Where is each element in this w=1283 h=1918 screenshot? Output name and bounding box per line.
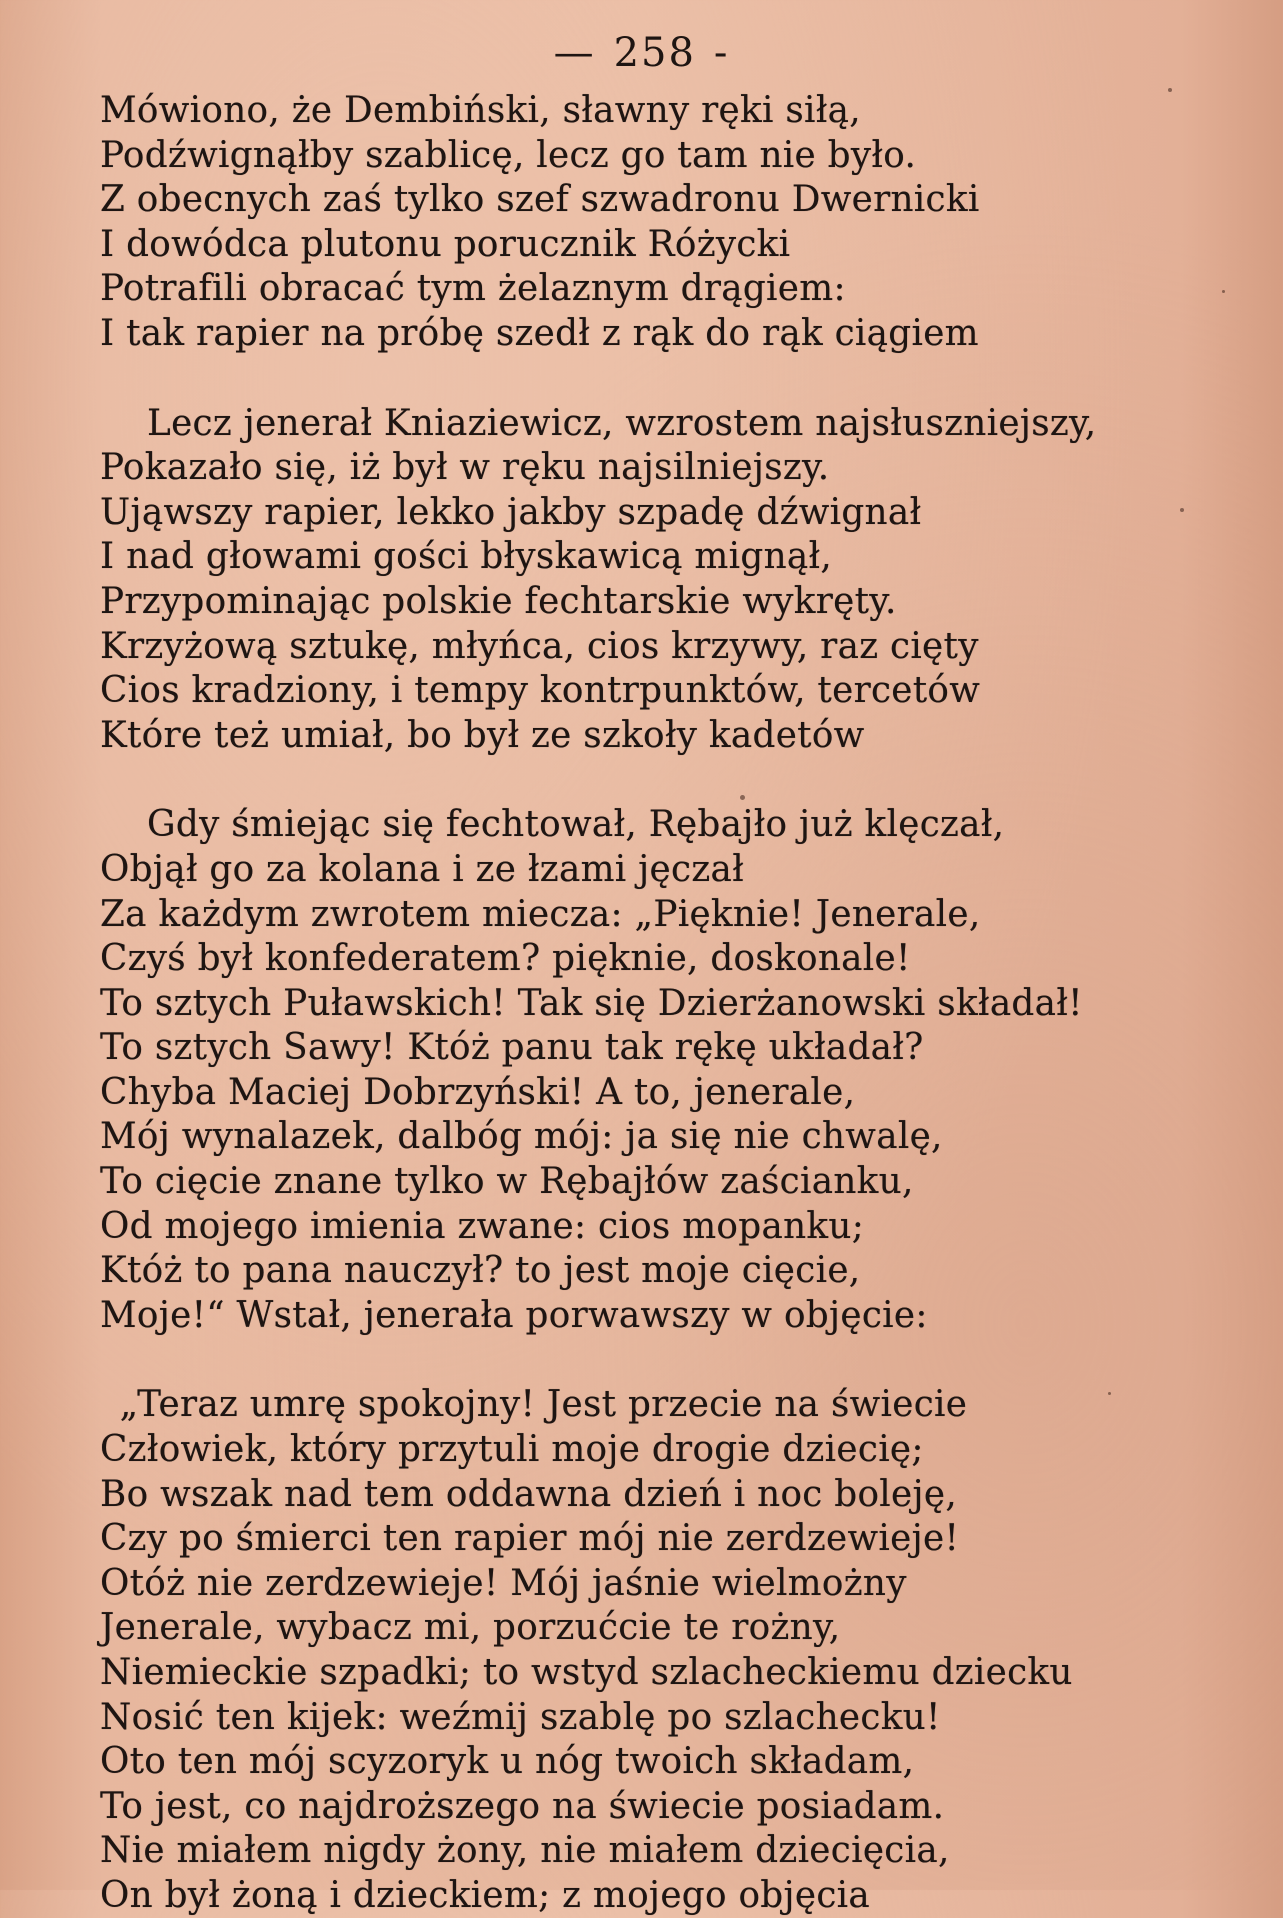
verse-line: Czy po śmierci ten rapier mój nie zerdzewieje! [100,1516,960,1560]
verse-line: Mój wynalazek, dalbóg mój: ja się nie chwalę, [100,1114,943,1158]
verse-line: Mówiono, że Dembiński, sławny ręki siłą, [100,88,861,131]
verse-line: Któż to pana nauczył? to jest moje cięcie, [100,1248,861,1292]
verse-line: I nad głowami gości błyskawicą mignął, [100,534,833,578]
verse-line: Przypominając polskie fechtarskie wykręty. [100,578,897,622]
page-number: 258 [613,30,696,76]
verse-line: Objął go za kolana i ze łzami jęczał [100,846,745,890]
paper-speck [1222,290,1225,293]
stanza-4 [100,1382,1250,1917]
verse-line: Moje!“ Wstał, jenerała porwawszy w objęcie: [100,1292,928,1336]
stanza-3 [100,802,1250,1337]
verse-line: To sztych Puławskich! Tak się Dzierżanowski składał! [100,980,1083,1024]
page-header [0,30,1283,76]
stanza-1 [100,88,1250,356]
paper-speck [740,795,745,800]
verse-line: Jenerale, wybacz mi, porzućcie te rożny, [100,1605,841,1649]
verse-line: Otóż nie zerdzewieje! Mój jaśnie wielmożny [100,1560,907,1604]
verse-line: Chyba Maciej Dobrzyński! A to, jenerale, [100,1069,856,1113]
verse-line: To jest, co najdroższego na świecie posiadam. [100,1783,945,1827]
paper-speck [1108,1392,1111,1395]
header-dash-left: — [553,30,596,76]
paper-speck [1180,508,1184,512]
verse-line: To cięcie znane tylko w Rębajłów zaścianku, [100,1159,914,1203]
stanza-2 [100,401,1250,758]
header-dash-right: - [713,30,730,76]
verse-line: Które też umiał, bo był ze szkoły kadetów [100,712,865,756]
verse-line: I dowódca plutonu porucznik Różycki [100,221,791,265]
verse-line: Człowiek, który przytuli moje drogie dziecię; [100,1427,924,1471]
verse-line: Z obecnych zaś tylko szef szwadronu Dwernicki [100,177,980,221]
verse-line: Cios kradziony, i tempy kontrpunktów, tercetów [100,668,981,712]
verse-line: Krzyżową sztukę, młyńca, cios krzywy, raz cięty [100,623,979,667]
verse-line: Oto ten mój scyzoryk u nóg twoich składam, [100,1739,915,1783]
paper-speck [1168,88,1172,92]
verse-line: To sztych Sawy! Któż panu tak rękę układał? [100,1025,924,1069]
verse-line: Nosić ten kijek: weźmij szablę po szlachecku! [100,1694,941,1738]
verse-line: Pokazało się, iż był w ręku najsilniejszy. [100,445,830,489]
verse-line: Niemieckie szpadki; to wstyd szlacheckiemu dziecku [100,1650,1073,1693]
verse-line: Bo wszak nad tem oddawna dzień i noc boleję, [100,1471,958,1515]
verse-line: Potrafili obracać tym żelaznym drągiem: [100,266,846,310]
verse-line: Ująwszy rapier, lekko jakby szpadę dźwignał [100,489,922,533]
poem-text [100,88,1250,1918]
verse-line: Lecz jenerał Kniaziewicz, wzrostem najsłuszniejszy, [147,400,1097,444]
verse-line: Czyś był konfederatem? pięknie, doskonale! [100,936,911,980]
verse-line: I tak rapier na próbę szedł z rąk do rąk ciągiem [100,310,979,354]
verse-line: Od mojego imienia zwane: cios mopanku; [100,1203,865,1247]
verse-line: Podźwignąłby szablicę, lecz go tam nie było. [100,132,917,176]
verse-line: Za każdym zwrotem miecza: „Pięknie! Jenerale, [100,891,981,935]
verse-line: On był żoną i dzieckiem; z mojego objęcia [100,1872,871,1916]
verse-line: Gdy śmiejąc się fechtował, Rębajło już klęczał, [147,802,1005,846]
verse-line: „Teraz umrę spokojny! Jest przecie na świecie [119,1382,968,1426]
verse-line: Nie miałem nigdy żony, nie miałem dziecięcia, [100,1828,950,1872]
